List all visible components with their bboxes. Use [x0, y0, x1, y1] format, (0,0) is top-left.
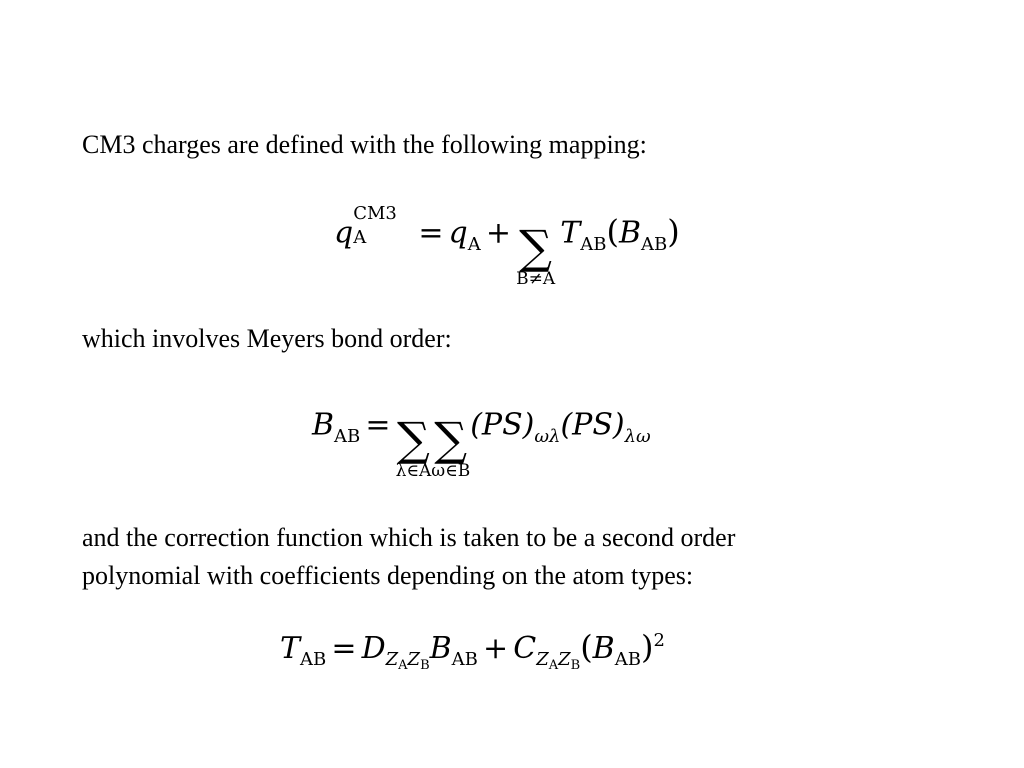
eq3-power: 2 — [653, 630, 665, 651]
eq3-c-z2-sub: B — [570, 658, 581, 673]
eq3-close-paren: ) — [640, 628, 654, 666]
eq3-plus: + — [483, 631, 509, 666]
intro-paragraph: CM3 charges are defined with the following mapping: — [82, 130, 647, 159]
eq3-open-paren: ( — [580, 628, 593, 666]
eq1-q-term-sub: A — [467, 233, 481, 255]
eq3-b-sub: AB — [451, 649, 478, 670]
summation-icon: ∑ — [519, 220, 553, 274]
correction-line-2: polynomial with coefficients depending on the atom types: — [82, 561, 694, 590]
eq2-ps-term-1: (PS) — [470, 407, 535, 443]
eq2-sum1-limit: λ∈A — [395, 461, 432, 481]
eq2-sum-1 — [395, 412, 432, 481]
eq2-ps-term-2: (PS) — [560, 407, 625, 443]
eq3-d-sub — [385, 649, 430, 673]
eq2-sum2-limit: ω∈B — [431, 461, 471, 481]
eq2-ps-sub-1: ωλ — [534, 425, 561, 447]
meyers-bond-order-equation — [312, 398, 651, 481]
eq1-close-paren: ) — [667, 212, 680, 251]
eq2-equals: = — [365, 407, 391, 443]
eq1-q-symbol: q — [334, 215, 354, 251]
eq3-c-symbol: C — [513, 631, 537, 666]
eq1-q-term: q — [448, 215, 468, 251]
eq1-equals: = — [418, 215, 444, 251]
eq1-open-paren: ( — [606, 212, 619, 251]
eq1-plus: + — [485, 215, 511, 251]
eq1-b-sub: AB — [640, 233, 668, 255]
eq1-t-symbol: T — [560, 215, 581, 251]
eq2-b-symbol: B — [312, 407, 335, 443]
eq1-t-sub: AB — [580, 233, 607, 255]
meyers-paragraph: which involves Meyers bond order: — [82, 324, 452, 353]
eq2-b-sub: AB — [334, 425, 361, 447]
eq1-b-symbol: B — [618, 215, 641, 251]
correction-paragraph — [82, 519, 942, 595]
eq2-ps-sub-2: λω — [624, 425, 651, 447]
eq3-c-z1-sub: A — [548, 658, 559, 673]
eq1-subscript: A — [353, 226, 367, 248]
eq1-superscript: CM3 — [353, 202, 397, 224]
correction-function-equation — [280, 628, 665, 673]
eq3-c-z2: Z — [558, 649, 571, 670]
summation-icon: ∑ — [434, 412, 468, 466]
eq3-d-symbol: D — [361, 631, 386, 666]
eq3-c-sub — [536, 649, 581, 673]
eq3-t-sub: AB — [300, 649, 327, 670]
summation-icon: ∑ — [397, 412, 430, 466]
eq3-b-sub-2: AB — [614, 649, 641, 670]
eq3-d-z1: Z — [385, 649, 399, 670]
eq3-t-symbol: T — [280, 631, 301, 666]
eq3-equals: = — [331, 631, 357, 666]
eq3-d-z2: Z — [407, 649, 421, 670]
eq3-b-symbol: B — [429, 631, 452, 666]
cm3-charge-equation — [334, 202, 680, 289]
eq3-d-z1-sub: A — [398, 658, 408, 673]
correction-line-1: and the correction function which is taken to be a second order — [82, 523, 736, 552]
eq3-b-symbol-2: B — [592, 631, 615, 666]
eq1-q-scripts — [353, 202, 413, 248]
eq3-d-z2-sub: B — [420, 658, 430, 673]
eq1-sum — [516, 220, 556, 289]
eq1-sum-limit: B≠A — [516, 269, 556, 289]
eq3-c-z1: Z — [536, 649, 549, 670]
eq2-sum-2 — [431, 412, 471, 481]
